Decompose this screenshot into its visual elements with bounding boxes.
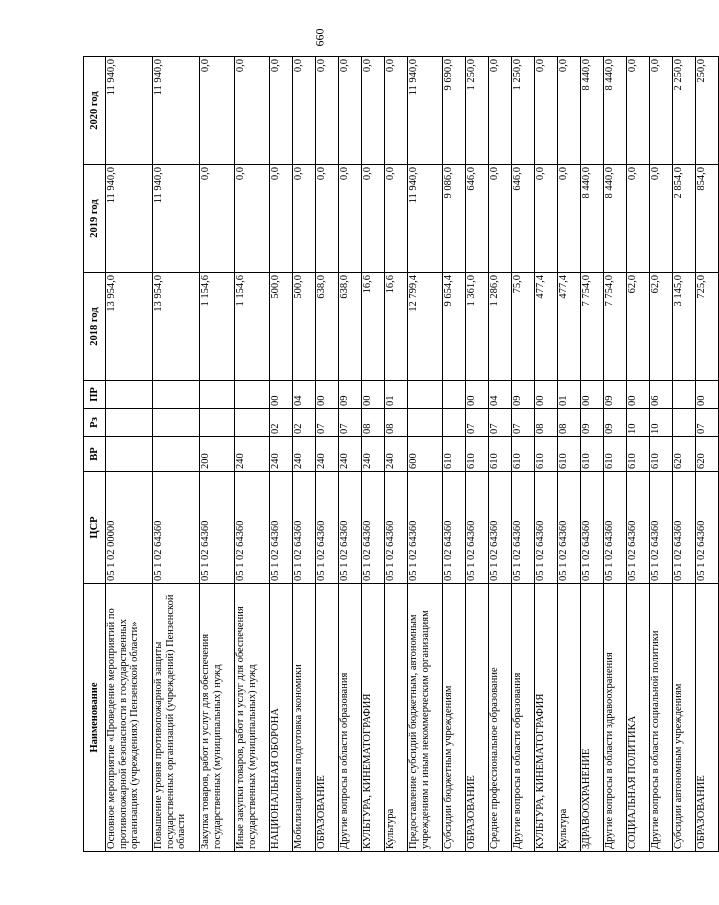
cell-2018: 62,0 [650, 273, 673, 381]
header-csr: ЦСР [84, 472, 106, 584]
cell-2018: 16,6 [362, 273, 385, 381]
cell-pr [673, 381, 696, 409]
table-row [489, 57, 512, 852]
cell-csr: 05 1 02 64360 [627, 472, 650, 584]
table-row [316, 57, 339, 852]
cell-2019: 8 440,0 [604, 165, 627, 273]
page-number: 660 [312, 28, 327, 47]
table-row [153, 57, 200, 852]
cell-name: ОБРАЗОВАНИЕ [696, 584, 719, 852]
cell-csr: 05 1 02 00000 [106, 472, 153, 584]
cell-rz: 08 [535, 409, 558, 437]
cell-2020: 0,0 [200, 57, 235, 165]
cell-rz: 08 [362, 409, 385, 437]
cell-2019: 0,0 [316, 165, 339, 273]
cell-2020: 0,0 [316, 57, 339, 165]
cell-2019: 854,0 [696, 165, 719, 273]
cell-name: Другие вопросы в области здравоохранения [604, 584, 627, 852]
cell-2019: 646,0 [512, 165, 535, 273]
table-row [443, 57, 466, 852]
cell-vr: 240 [235, 437, 270, 472]
cell-vr: 620 [696, 437, 719, 472]
cell-csr: 05 1 02 64360 [673, 472, 696, 584]
cell-2020: 0,0 [235, 57, 270, 165]
cell-rz [443, 409, 466, 437]
cell-name: ЗДРАВООХРАНЕНИЕ [581, 584, 604, 852]
cell-rz: 07 [696, 409, 719, 437]
table-row [200, 57, 235, 852]
table-row [696, 57, 719, 852]
cell-2018: 500,0 [293, 273, 316, 381]
cell-vr: 610 [604, 437, 627, 472]
cell-2020: 0,0 [489, 57, 512, 165]
cell-pr: 00 [316, 381, 339, 409]
cell-2020: 11 940,0 [408, 57, 443, 165]
header-vr: ВР [84, 437, 106, 472]
cell-2018: 75,0 [512, 273, 535, 381]
cell-2020: 9 690,0 [443, 57, 466, 165]
cell-rz: 08 [385, 409, 408, 437]
cell-csr: 05 1 02 64360 [339, 472, 362, 584]
cell-2018: 13 954,0 [106, 273, 153, 381]
cell-csr: 05 1 02 64360 [650, 472, 673, 584]
cell-2020: 250,0 [696, 57, 719, 165]
cell-name: Другие вопросы в области социальной политики [650, 584, 673, 852]
header-2019: 2019 год [84, 165, 106, 273]
cell-2020: 0,0 [385, 57, 408, 165]
cell-name: Предоставление субсидий бюджетным, автономным учреждениям и иным некоммерческим организациям [408, 584, 443, 852]
table-row [385, 57, 408, 852]
cell-vr: 610 [650, 437, 673, 472]
cell-vr: 610 [512, 437, 535, 472]
cell-vr: 240 [293, 437, 316, 472]
table-row [270, 57, 293, 852]
cell-2018: 1 361,0 [466, 273, 489, 381]
cell-rz: 07 [489, 409, 512, 437]
table-header-row [84, 57, 106, 852]
cell-csr: 05 1 02 64360 [200, 472, 235, 584]
cell-rz [408, 409, 443, 437]
cell-2019: 0,0 [270, 165, 293, 273]
table-row [408, 57, 443, 852]
cell-pr [153, 381, 200, 409]
cell-name: Культура [558, 584, 581, 852]
cell-name: Иные закупки товаров, работ и услуг для обеспечения государственных (муниципальных) нужд [235, 584, 270, 852]
cell-vr: 610 [489, 437, 512, 472]
cell-pr: 01 [385, 381, 408, 409]
cell-2019: 9 086,0 [443, 165, 466, 273]
table-body [106, 57, 719, 852]
cell-pr: 00 [627, 381, 650, 409]
cell-vr: 610 [558, 437, 581, 472]
cell-vr: 610 [466, 437, 489, 472]
cell-pr: 01 [558, 381, 581, 409]
cell-rz: 09 [581, 409, 604, 437]
cell-2019: 11 940,0 [106, 165, 153, 273]
cell-pr: 00 [362, 381, 385, 409]
cell-2020: 0,0 [339, 57, 362, 165]
cell-vr: 620 [673, 437, 696, 472]
cell-2019: 0,0 [489, 165, 512, 273]
header-2020: 2020 год [84, 57, 106, 165]
header-pr: ПР [84, 381, 106, 409]
rotated-table-container [83, 57, 707, 852]
cell-rz: 07 [512, 409, 535, 437]
cell-csr: 05 1 02 64360 [270, 472, 293, 584]
table-row [627, 57, 650, 852]
cell-name: Повышение уровня противопожарной защиты государственных организаций (учреждений) Пензенской области [153, 584, 200, 852]
cell-name: Основное мероприятие «Проведение мероприятий по противопожарной безопасности в государственных организациях (учреждениях) Пензенской области» [106, 584, 153, 852]
cell-2018: 16,6 [385, 273, 408, 381]
cell-2020: 0,0 [362, 57, 385, 165]
cell-2018: 3 145,0 [673, 273, 696, 381]
cell-rz: 02 [293, 409, 316, 437]
cell-pr [200, 381, 235, 409]
cell-2020: 8 440,0 [604, 57, 627, 165]
cell-vr: 600 [408, 437, 443, 472]
cell-rz: 07 [316, 409, 339, 437]
cell-2019: 0,0 [385, 165, 408, 273]
table-row [512, 57, 535, 852]
cell-rz: 10 [650, 409, 673, 437]
cell-pr: 00 [581, 381, 604, 409]
cell-pr [106, 381, 153, 409]
table-row [235, 57, 270, 852]
cell-vr: 610 [627, 437, 650, 472]
cell-csr: 05 1 02 64360 [512, 472, 535, 584]
cell-name: Субсидии бюджетным учреждениям [443, 584, 466, 852]
cell-pr [235, 381, 270, 409]
cell-name: КУЛЬТУРА, КИНЕМАТОГРАФИЯ [362, 584, 385, 852]
cell-rz: 08 [558, 409, 581, 437]
cell-vr: 240 [362, 437, 385, 472]
cell-2018: 638,0 [316, 273, 339, 381]
cell-csr: 05 1 02 64360 [696, 472, 719, 584]
cell-2019: 0,0 [339, 165, 362, 273]
cell-name: НАЦИОНАЛЬНАЯ ОБОРОНА [270, 584, 293, 852]
cell-vr: 610 [443, 437, 466, 472]
cell-name: КУЛЬТУРА, КИНЕМАТОГРАФИЯ [535, 584, 558, 852]
cell-2018: 62,0 [627, 273, 650, 381]
cell-2018: 1 154,6 [235, 273, 270, 381]
cell-csr: 05 1 02 64360 [408, 472, 443, 584]
header-rz: Рз [84, 409, 106, 437]
cell-2018: 638,0 [339, 273, 362, 381]
cell-2019: 0,0 [535, 165, 558, 273]
cell-2020: 0,0 [650, 57, 673, 165]
cell-2019: 0,0 [558, 165, 581, 273]
cell-csr: 05 1 02 64360 [293, 472, 316, 584]
cell-name: СОЦИАЛЬНАЯ ПОЛИТИКА [627, 584, 650, 852]
cell-pr: 06 [650, 381, 673, 409]
cell-csr: 05 1 02 64360 [235, 472, 270, 584]
cell-2020: 0,0 [627, 57, 650, 165]
table-row [558, 57, 581, 852]
cell-name: Другие вопросы в области образования [339, 584, 362, 852]
cell-csr: 05 1 02 64360 [385, 472, 408, 584]
cell-2020: 0,0 [270, 57, 293, 165]
cell-2018: 13 954,0 [153, 273, 200, 381]
cell-rz: 02 [270, 409, 293, 437]
table-row [293, 57, 316, 852]
cell-csr: 05 1 02 64360 [489, 472, 512, 584]
table-row [362, 57, 385, 852]
cell-vr [153, 437, 200, 472]
cell-pr [443, 381, 466, 409]
cell-name: Субсидии автономным учреждениям [673, 584, 696, 852]
cell-pr: 00 [270, 381, 293, 409]
cell-vr: 240 [270, 437, 293, 472]
cell-csr: 05 1 02 64360 [362, 472, 385, 584]
table-row [466, 57, 489, 852]
cell-name: Мобилизационная подготовка экономики [293, 584, 316, 852]
cell-2020: 11 940,0 [153, 57, 200, 165]
table-row [535, 57, 558, 852]
cell-2019: 0,0 [235, 165, 270, 273]
cell-name: Среднее профессиональное образование [489, 584, 512, 852]
cell-2020: 0,0 [293, 57, 316, 165]
cell-2020: 0,0 [558, 57, 581, 165]
cell-2019: 11 940,0 [408, 165, 443, 273]
cell-2019: 646,0 [466, 165, 489, 273]
table-row [650, 57, 673, 852]
cell-2020: 2 250,0 [673, 57, 696, 165]
cell-2018: 7 754,0 [581, 273, 604, 381]
cell-rz: 07 [339, 409, 362, 437]
cell-2020: 1 250,0 [466, 57, 489, 165]
cell-rz: 09 [604, 409, 627, 437]
cell-2019: 11 940,0 [153, 165, 200, 273]
cell-name: Культура [385, 584, 408, 852]
table-row [581, 57, 604, 852]
cell-2018: 500,0 [270, 273, 293, 381]
cell-vr: 610 [581, 437, 604, 472]
cell-vr: 240 [339, 437, 362, 472]
cell-2018: 7 754,0 [604, 273, 627, 381]
cell-2019: 0,0 [650, 165, 673, 273]
header-2018: 2018 год [84, 273, 106, 381]
cell-pr: 00 [466, 381, 489, 409]
cell-2018: 9 654,4 [443, 273, 466, 381]
cell-vr: 240 [385, 437, 408, 472]
header-name: Наименование [84, 584, 106, 852]
cell-2020: 1 250,0 [512, 57, 535, 165]
cell-rz: 10 [627, 409, 650, 437]
cell-csr: 05 1 02 64360 [558, 472, 581, 584]
cell-rz [200, 409, 235, 437]
cell-2020: 0,0 [535, 57, 558, 165]
cell-pr: 04 [293, 381, 316, 409]
table-row [673, 57, 696, 852]
cell-2018: 1 286,0 [489, 273, 512, 381]
cell-pr: 09 [339, 381, 362, 409]
cell-2019: 0,0 [627, 165, 650, 273]
cell-2019: 0,0 [362, 165, 385, 273]
table-row [604, 57, 627, 852]
table-row [106, 57, 153, 852]
cell-pr: 00 [535, 381, 558, 409]
cell-name: Другие вопросы в области образования [512, 584, 535, 852]
budget-table [83, 56, 719, 852]
cell-2019: 2 854,0 [673, 165, 696, 273]
cell-2018: 12 799,4 [408, 273, 443, 381]
cell-2019: 0,0 [200, 165, 235, 273]
cell-pr [408, 381, 443, 409]
table-row [339, 57, 362, 852]
cell-name: ОБРАЗОВАНИЕ [466, 584, 489, 852]
cell-csr: 05 1 02 64360 [581, 472, 604, 584]
cell-csr: 05 1 02 64360 [153, 472, 200, 584]
cell-vr: 610 [535, 437, 558, 472]
cell-rz [673, 409, 696, 437]
cell-2018: 477,4 [535, 273, 558, 381]
cell-csr: 05 1 02 64360 [466, 472, 489, 584]
cell-name: Закупка товаров, работ и услуг для обеспечения государственных (муниципальных) нужд [200, 584, 235, 852]
cell-vr: 200 [200, 437, 235, 472]
cell-vr: 240 [316, 437, 339, 472]
cell-2018: 1 154,6 [200, 273, 235, 381]
cell-2019: 8 440,0 [581, 165, 604, 273]
cell-csr: 05 1 02 64360 [443, 472, 466, 584]
cell-rz: 07 [466, 409, 489, 437]
cell-pr: 00 [696, 381, 719, 409]
cell-rz [235, 409, 270, 437]
cell-name: ОБРАЗОВАНИЕ [316, 584, 339, 852]
cell-2018: 477,4 [558, 273, 581, 381]
cell-csr: 05 1 02 64360 [535, 472, 558, 584]
cell-pr: 09 [604, 381, 627, 409]
cell-2020: 8 440,0 [581, 57, 604, 165]
cell-vr [106, 437, 153, 472]
cell-pr: 04 [489, 381, 512, 409]
cell-csr: 05 1 02 64360 [316, 472, 339, 584]
cell-pr: 09 [512, 381, 535, 409]
cell-rz [153, 409, 200, 437]
cell-2020: 11 940,0 [106, 57, 153, 165]
cell-csr: 05 1 02 64360 [604, 472, 627, 584]
cell-rz [106, 409, 153, 437]
cell-2019: 0,0 [293, 165, 316, 273]
cell-2018: 725,0 [696, 273, 719, 381]
